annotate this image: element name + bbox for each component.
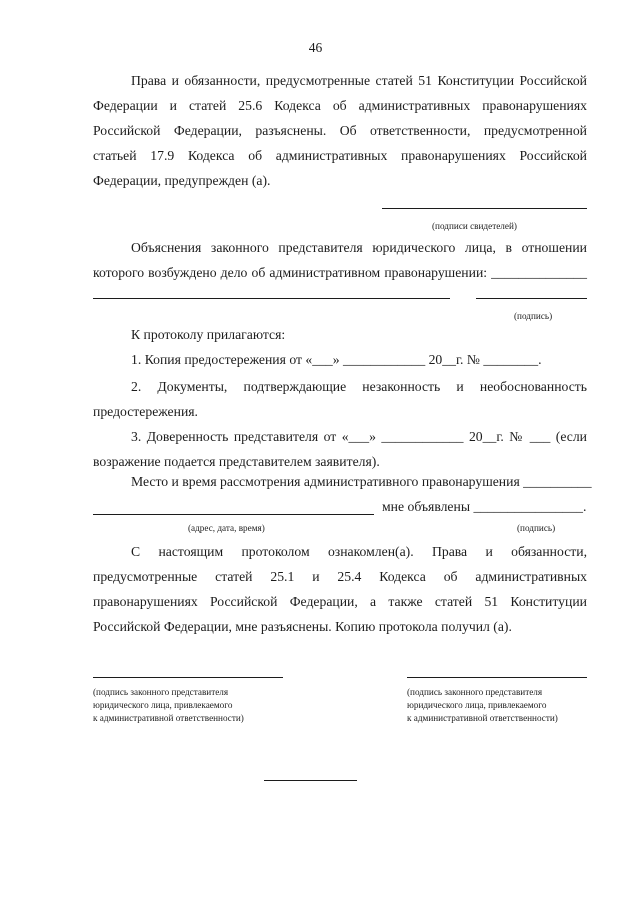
right-signature-line bbox=[407, 677, 587, 678]
left-caption-line-2: юридического лица, привлекаемого bbox=[93, 700, 233, 710]
place-time-line: Место и время рассмотрения административного правонарушения __________ bbox=[131, 474, 592, 489]
signature-caption-2: (подпись) bbox=[517, 523, 556, 533]
address-caption: (адрес, дата, время) bbox=[188, 523, 265, 533]
left-caption-line-3: к административной ответственности) bbox=[93, 713, 244, 723]
attachments-title: К протоколу прилагаются: bbox=[131, 327, 286, 342]
end-divider bbox=[264, 780, 357, 781]
acquainted-line-1: С настоящим протоколом ознакомлен(а). Права и обязанности, bbox=[131, 544, 587, 559]
rights-line-2: Федерации и статей 25.6 Кодекса об административных правонарушениях bbox=[93, 98, 587, 113]
witness-signature-line bbox=[382, 208, 587, 209]
attachment-2-line-2: предостережения. bbox=[93, 404, 198, 419]
explanation-signature-line bbox=[476, 298, 587, 299]
rights-line-1: Права и обязанности, предусмотренные статей 51 Конституции Российской bbox=[131, 73, 587, 88]
left-caption-line-1: (подпись законного представителя bbox=[93, 687, 229, 697]
acquainted-line-2: предусмотренные статей 25.1 и 25.4 Кодекса об административных bbox=[93, 569, 587, 584]
right-caption-line-2: юридического лица, привлекаемого bbox=[407, 700, 547, 710]
attachment-3-line-1: 3. Доверенность представителя от «___» ____________ 20__г. № ___ (если bbox=[131, 429, 587, 444]
right-caption-line-3: к административной ответственности) bbox=[407, 713, 558, 723]
place-time-blank-line bbox=[93, 514, 374, 515]
announced-text: мне объявлены ________________. bbox=[382, 499, 587, 514]
explanations-line-2: которого возбуждено дело об административном правонарушении: ______________ bbox=[93, 265, 587, 280]
attachment-1: 1. Копия предостережения от «___» ____________ 20__г. № ________. bbox=[131, 352, 542, 367]
acquainted-line-3: правонарушениях Российской Федерации, а также статей 51 Конституции bbox=[93, 594, 587, 609]
attachment-3-line-2: возражение подается представителем заявителя). bbox=[93, 454, 380, 469]
signature-caption: (подпись) bbox=[514, 311, 553, 321]
explanations-line-1: Объяснения законного представителя юридического лица, в отношении bbox=[131, 240, 587, 255]
right-caption-line-1: (подпись законного представителя bbox=[407, 687, 543, 697]
left-signature-line bbox=[93, 677, 283, 678]
attachment-2-line-1: 2. Документы, подтверждающие незаконность и необоснованность bbox=[131, 379, 587, 394]
witness-caption: (подписи свидетелей) bbox=[432, 221, 517, 231]
rights-line-3: Российской Федерации, разъяснены. Об ответственности, предусмотренной bbox=[93, 123, 587, 138]
explanation-blank-line bbox=[93, 298, 450, 299]
rights-line-5: Федерации, предупрежден (а). bbox=[93, 173, 271, 188]
page-number: 46 bbox=[308, 40, 323, 55]
acquainted-line-4: Российской Федерации, мне разъяснены. Копию протокола получил (а). bbox=[93, 619, 512, 634]
rights-line-4: статьей 17.9 Кодекса об административных правонарушениях Российской bbox=[93, 148, 587, 163]
